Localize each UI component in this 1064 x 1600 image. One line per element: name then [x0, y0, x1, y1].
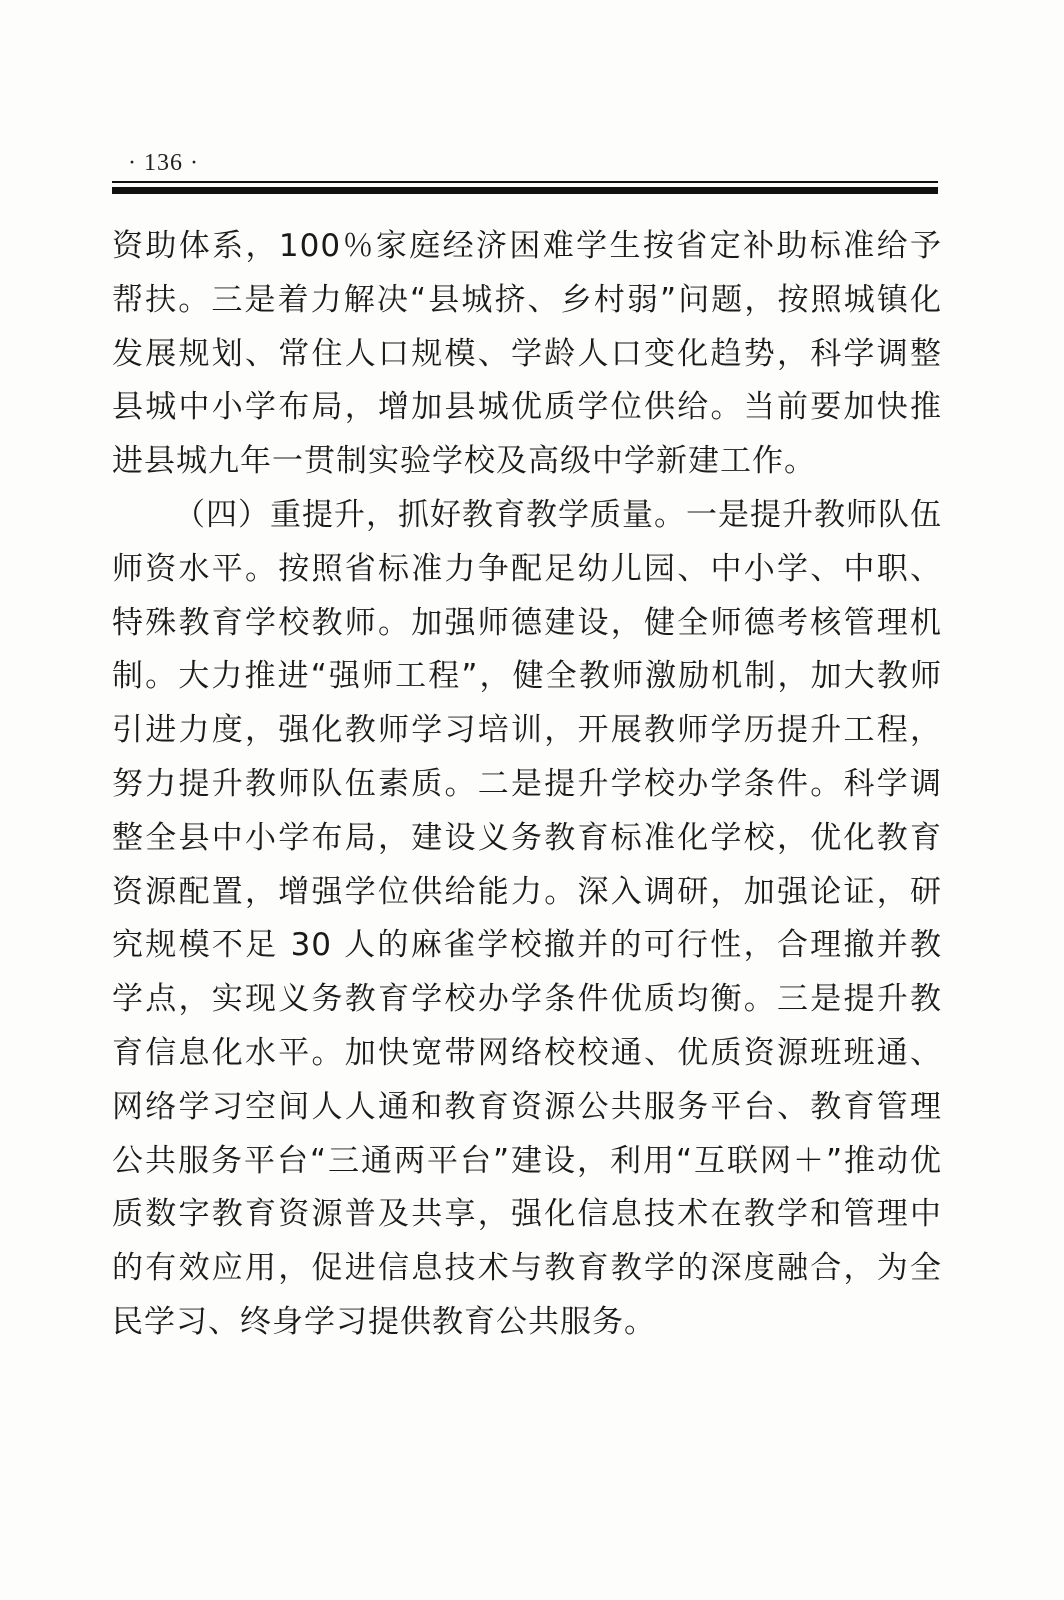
- header-rule-thick: [112, 187, 938, 194]
- header-rule-thin: [112, 181, 938, 183]
- paragraph-section-four: （四）重提升，抓好教育教学质量。一是提升教师队伍师资水平。按照省标准力争配足幼儿园、中小学、中职、特殊教育学校教师。加强师德建设，健全师德考核管理机制。大力推进“强师工程”，健全教师激励机制，加大教师引进力度，强化教师学习培训，开展教师学历提升工程，努力提升教师队伍素质。二是提升学校办学条件。科学调整全县中小学布局，建设义务教育标准化学校，优化教育资源配置，增强学位供给能力。深入调研，加强论证，研究规模不足 30 人的麻雀学校撤并的可行性，合理撤并教学点，实现义务教育学校办学条件优质均衡。三是提升教育信息化水平。加快宽带网络校校通、优质资源班班通、网络学习空间人人通和教育资源公共服务平台、教育管理公共服务平台“三通两平台”建设，利用“互联网＋”推动优质数字教育资源普及共享，强化信息技术在教学和管理中的有效应用，促进信息技术与教育教学的深度融合，为全民学习、终身学习提供教育公共服务。: [112, 496, 942, 1340]
- paragraph-continued: 资助体系，100％家庭经济困难学生按省定补助标准给予帮扶。三是着力解决“县城挤、乡村弱”问题，按照城镇化发展规划、常住人口规模、学龄人口变化趋势，科学调整县城中小学布局，增加县城优质学位供给。当前要加快推进县城九年一贯制实验学校及高级中学新建工作。: [112, 228, 942, 480]
- body-text: [112, 220, 942, 1350]
- page-number: · 136 ·: [128, 150, 199, 176]
